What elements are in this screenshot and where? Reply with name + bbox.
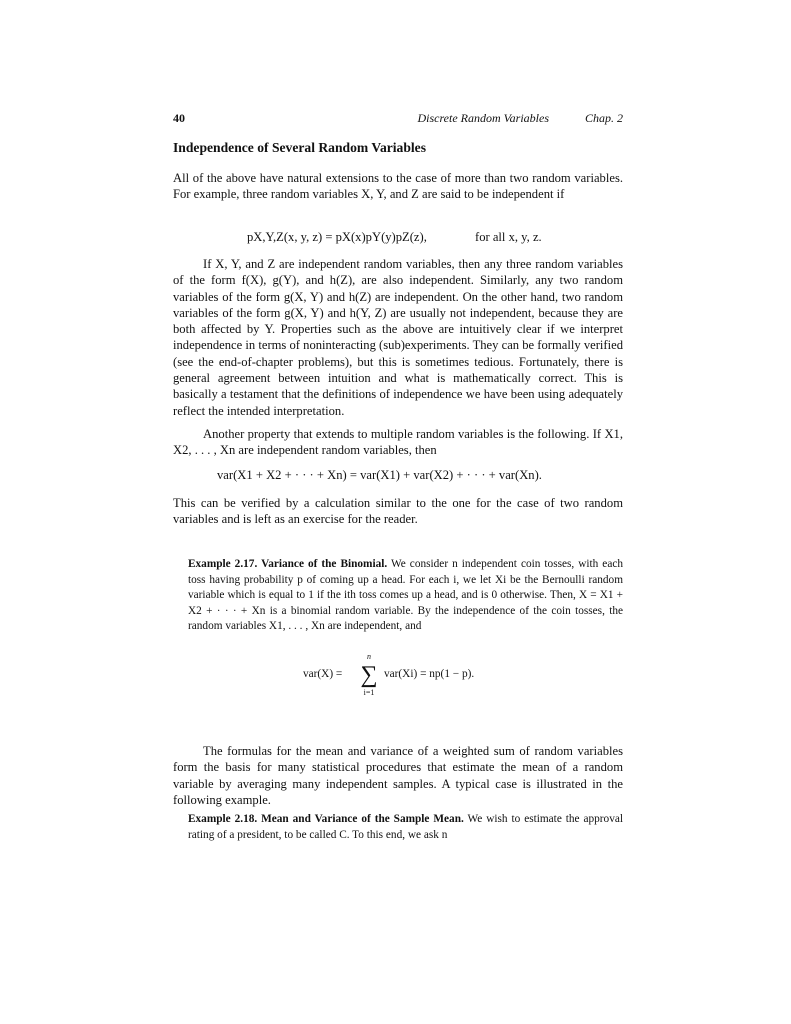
section-heading: Independence of Several Random Variables bbox=[173, 140, 427, 155]
sigma-symbol: ∑ bbox=[360, 662, 378, 688]
joint-pmf-equation: pX,Y,Z(x, y, z) = pX(x)pY(y)pZ(z), bbox=[247, 230, 427, 244]
paragraph-verification: This can be verified by a calculation similar to the one for the case of two random variables and is left as an exercise for the reader. bbox=[173, 496, 623, 527]
example-body: We wish to estimate the approval rating of a president, to be called C. To this end, we ask n bbox=[188, 813, 623, 841]
sum-upper-limit: n bbox=[367, 652, 371, 661]
running-head bbox=[173, 111, 623, 127]
paragraph-functions-independence: If X, Y, and Z are independent random variables, then any three random variables of the form f(X), g(Y), and h(Z), are also independent. Similarly, any two random variables of the form g(X, Y) and h(Z) are independent. On the other hand, two random variables of the form g(X, Y) and h(Y, Z) are usually not independent, because they are both affected by Y. Properties such as the above are intuitively clear if we interpret independence in terms of noninteracting (sub)experiments. They can be formally verified (see the end-of-chapter problems), but this is sometimes tedious. Fortunately, there is general agreement between intuition and what is mathematically correct. This is basically a testament that the definitions of independence we have been using adequately reflect the intended interpretation. bbox=[173, 257, 623, 418]
summation bbox=[357, 652, 381, 698]
example-body: We consider n independent coin tosses, with each toss having probability p of coming up a head. For each i, we let Xi be the Bernoulli random variable which is equal to 1 if the ith toss comes up a head, and is 0 otherwise. Then, X = X1 + X2 + · · · + Xn is a binomial random variable. By the independence of the coin tosses, the random variables X1, . . . , Xn are independent, and bbox=[188, 558, 624, 633]
variance-sum-equation: var(X1 + X2 + · · · + Xn) = var(X1) + var(X2) + · · · + var(Xn). bbox=[217, 468, 542, 482]
equation-lhs: var(X) = bbox=[303, 668, 343, 680]
example-title: Example 2.18. Mean and Variance of the Sample Mean. bbox=[188, 813, 464, 825]
example-2-18 bbox=[188, 812, 623, 843]
equation-rhs: var(Xi) = np(1 − p). bbox=[384, 668, 475, 680]
paragraph-intro: All of the above have natural extensions to the case of more than two random variables. For example, three random variables X, Y, and Z are said to be independent if bbox=[173, 171, 623, 202]
binomial-variance-equation bbox=[303, 652, 503, 712]
paragraph-weighted-sum: The formulas for the mean and variance of a weighted sum of random variables form the basis for many statistical procedures that estimate the mean of a random variable by averaging many independent samples. A typical case is illustrated in the following example. bbox=[173, 744, 623, 807]
paragraph-variance-property: Another property that extends to multiple random variables is the following. If X1, X2, . . . , Xn are independent random variables, then bbox=[173, 427, 623, 458]
example-title: Example 2.17. Variance of the Binomial. bbox=[188, 558, 388, 570]
page-number: 40 bbox=[173, 111, 185, 125]
chapter-label: Chap. 2 bbox=[584, 111, 623, 125]
example-2-17 bbox=[188, 557, 623, 635]
joint-pmf-condition: for all x, y, z. bbox=[475, 230, 542, 244]
chapter-title: Discrete Random Variables bbox=[417, 111, 549, 125]
sum-lower-limit: i=1 bbox=[363, 688, 375, 697]
